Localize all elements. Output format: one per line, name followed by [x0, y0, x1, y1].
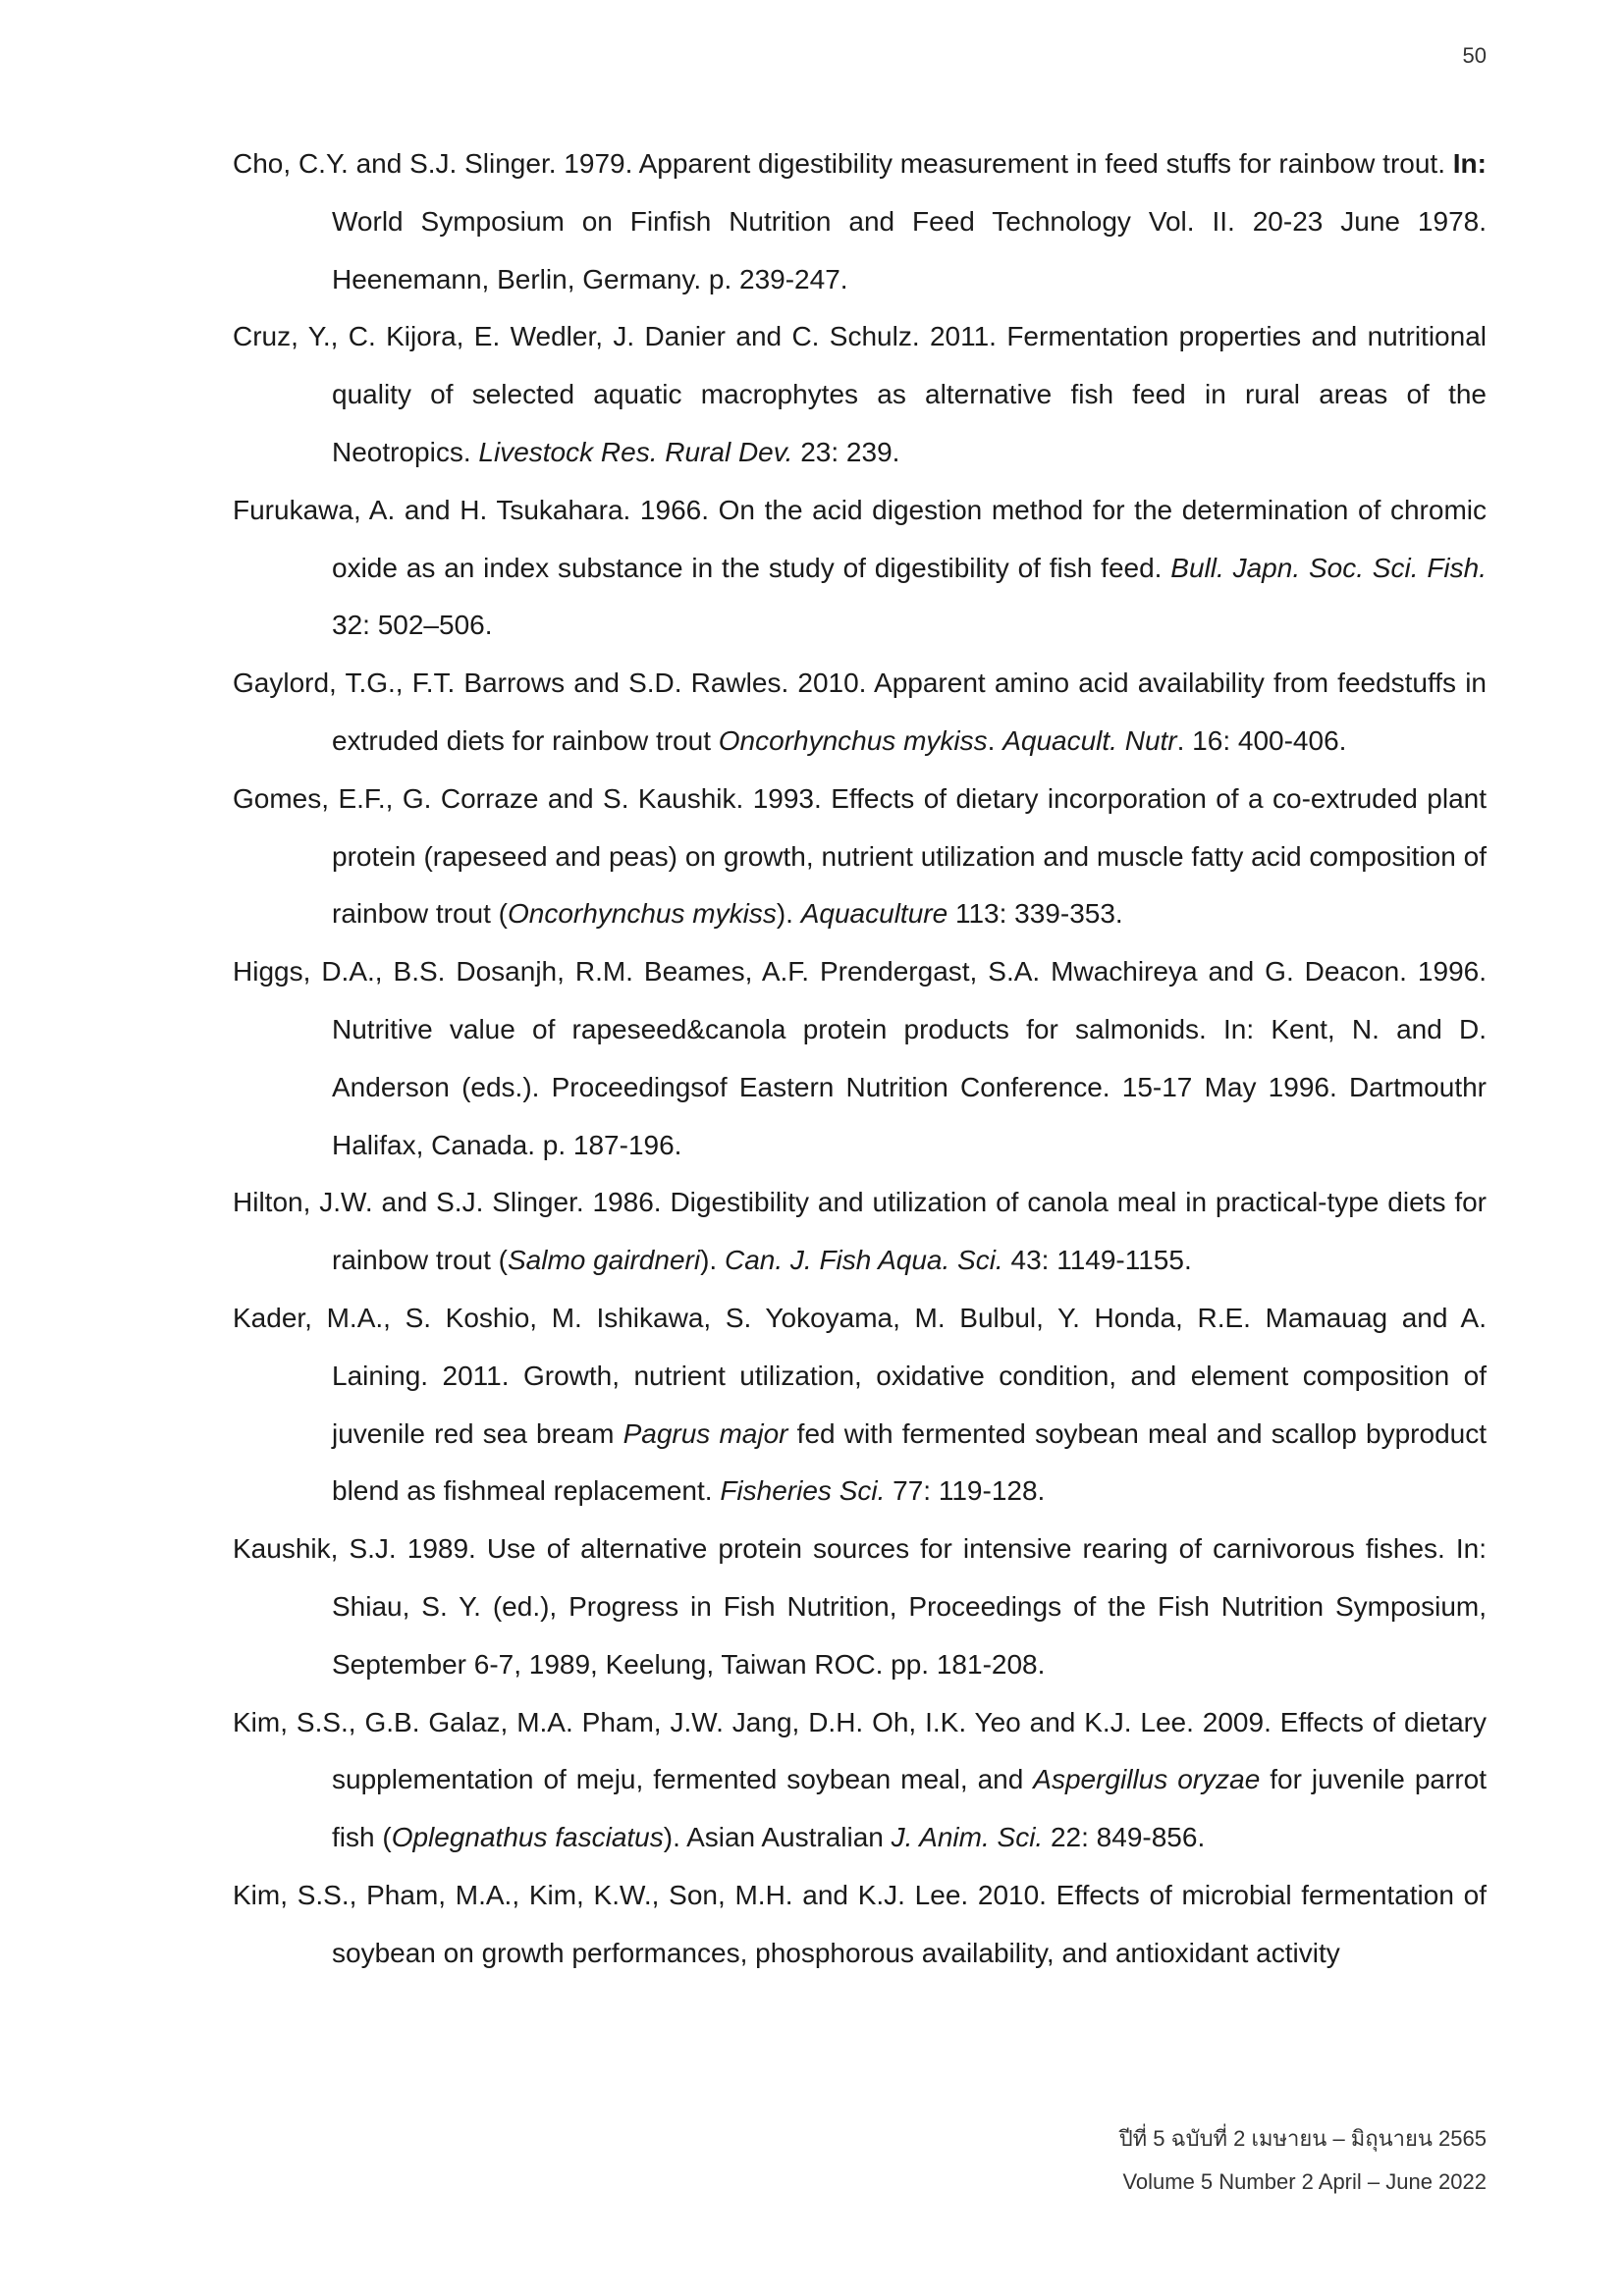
italic-text: Can. J. Fish Aqua. Sci.	[724, 1245, 1003, 1276]
reference-entry	[233, 1174, 1487, 1290]
issue-footer	[996, 2117, 1487, 2204]
italic-text: Livestock Res. Rural Dev.	[478, 436, 793, 467]
reference-text: . 16: 400-406.	[1176, 724, 1347, 756]
reference-text: Kim, S.S., Pham, M.A., Kim, K.W., Son, M.H. and K.J. Lee. 2010. Effects of microbial fermentation of soybean on growth performances, phosphorous availability, and antioxidant activity	[233, 1879, 1487, 1968]
reference-text: for juvenile parrot fish (	[332, 1764, 1487, 1853]
italic-text: J. Anim. Sci.	[891, 1822, 1044, 1853]
reference-entry	[233, 771, 1487, 943]
reference-text: Kim, S.S., G.B. Galaz, M.A. Pham, J.W. Jang, D.H. Oh, I.K. Yeo and K.J. Lee. 2009. Effects of dietary supplementation of meju, fermented soybean meal, and	[233, 1706, 1487, 1795]
reference-entry	[233, 1694, 1487, 1867]
page-number: 50	[1462, 43, 1487, 68]
reference-text: Higgs, D.A., B.S. Dosanjh, R.M. Beames, A.F. Prendergast, S.A. Mwachireya and G. Deacon. 1996. Nutritive value of rapeseed&canola protein products for salmonids. In: Kent, N. and D. Anderson (eds.). Proceedingsof Eastern Nutrition Conference. 15-17 May 1996. Dartmouthr Halifax, Canada. p. 187-196.	[233, 956, 1487, 1160]
bold-text: In:	[1452, 148, 1487, 179]
italic-text: Oplegnathus fasciatus	[391, 1822, 664, 1853]
reference-text: 32: 502–506.	[332, 610, 493, 641]
reference-text: Furukawa, A. and H. Tsukahara. 1966. On the acid digestion method for the determination of chromic oxide as an index substance in the study of digestibility of fish feed.	[233, 494, 1487, 583]
reference-text: Kaushik, S.J. 1989. Use of alternative protein sources for intensive rearing of carnivorous fishes. In: Shiau, S. Y. (ed.), Progress in Fish Nutrition, Proceedings of the Fish Nutrition Symposium, September 6-7, 1989, Keelung, Taiwan ROC. pp. 181-208.	[233, 1533, 1487, 1680]
reference-entry	[233, 135, 1487, 308]
reference-entry	[233, 482, 1487, 655]
italic-text: Aquaculture	[800, 898, 948, 930]
reference-text: 77: 119-128.	[885, 1475, 1046, 1507]
reference-entry	[233, 943, 1487, 1174]
reference-entry	[233, 308, 1487, 481]
reference-entry	[233, 1521, 1487, 1693]
italic-text: Bull. Japn. Soc. Sci. Fish.	[1170, 552, 1487, 583]
italic-text: Fisheries Sci.	[720, 1475, 886, 1507]
reference-text: ).	[776, 898, 801, 930]
italic-text: Aquacult. Nutr	[1002, 724, 1177, 756]
reference-text: Gomes, E.F., G. Corraze and S. Kaushik. 1993. Effects of dietary incorporation of a co-extruded plant protein (rapeseed and peas) on growth, nutrient utilization and muscle fatty acid composition of rainbow trout (	[233, 782, 1487, 930]
reference-text: ). Asian Australian	[663, 1822, 892, 1853]
reference-text: ).	[700, 1245, 725, 1276]
reference-text: fed with fermented soybean meal and scallop byproduct blend as fishmeal replacement.	[332, 1417, 1487, 1507]
reference-text: 113: 339-353.	[947, 898, 1123, 930]
reference-text: Hilton, J.W. and S.J. Slinger. 1986. Digestibility and utilization of canola meal in practical-type diets for rainbow trout (	[233, 1187, 1487, 1276]
reference-text: Cho, C.Y. and S.J. Slinger. 1979. Apparent digestibility measurement in feed stuffs for rainbow trout.	[233, 148, 1453, 179]
italic-text: Oncorhynchus mykiss	[718, 724, 988, 756]
reference-list	[233, 135, 1487, 1983]
italic-text: Oncorhynchus mykiss	[507, 898, 777, 930]
issue-info-english: Volume 5 Number 2 April – June 2022	[1122, 2169, 1487, 2194]
reference-entry	[233, 1867, 1487, 1983]
reference-text: Gaylord, T.G., F.T. Barrows and S.D. Rawles. 2010. Apparent amino acid availability from feedstuffs in extruded diets for rainbow trout	[233, 667, 1487, 756]
reference-text: .	[987, 724, 1003, 756]
italic-text: Pagrus major	[623, 1417, 788, 1449]
italic-text: Aspergillus oryzae	[1033, 1764, 1261, 1795]
reference-text: 22: 849-856.	[1043, 1822, 1206, 1853]
italic-text: Salmo gairdneri	[507, 1245, 701, 1276]
reference-text: 23: 239.	[792, 436, 900, 467]
reference-text: Cruz, Y., C. Kijora, E. Wedler, J. Danier and C. Schulz. 2011. Fermentation properties and nutritional quality of selected aquatic macrophytes as alternative fish feed in rural areas of the Neotropics.	[233, 321, 1487, 467]
reference-text: 43: 1149-1155.	[1002, 1245, 1192, 1276]
reference-entry	[233, 655, 1487, 771]
reference-text: Kader, M.A., S. Koshio, M. Ishikawa, S. Yokoyama, M. Bulbul, Y. Honda, R.E. Mamauag and A. Laining. 2011. Growth, nutrient utilization, oxidative condition, and element composition of juvenile red sea bream	[233, 1302, 1487, 1449]
reference-text: World Symposium on Finfish Nutrition and Feed Technology Vol. II. 20-23 June 1978. Heenemann, Berlin, Germany. p. 239-247.	[332, 205, 1487, 294]
issue-info-thai: ปีที่ 5 ฉบับที่ 2 เมษายน – มิถุนายน 2565	[1118, 2126, 1487, 2151]
reference-entry	[233, 1290, 1487, 1521]
